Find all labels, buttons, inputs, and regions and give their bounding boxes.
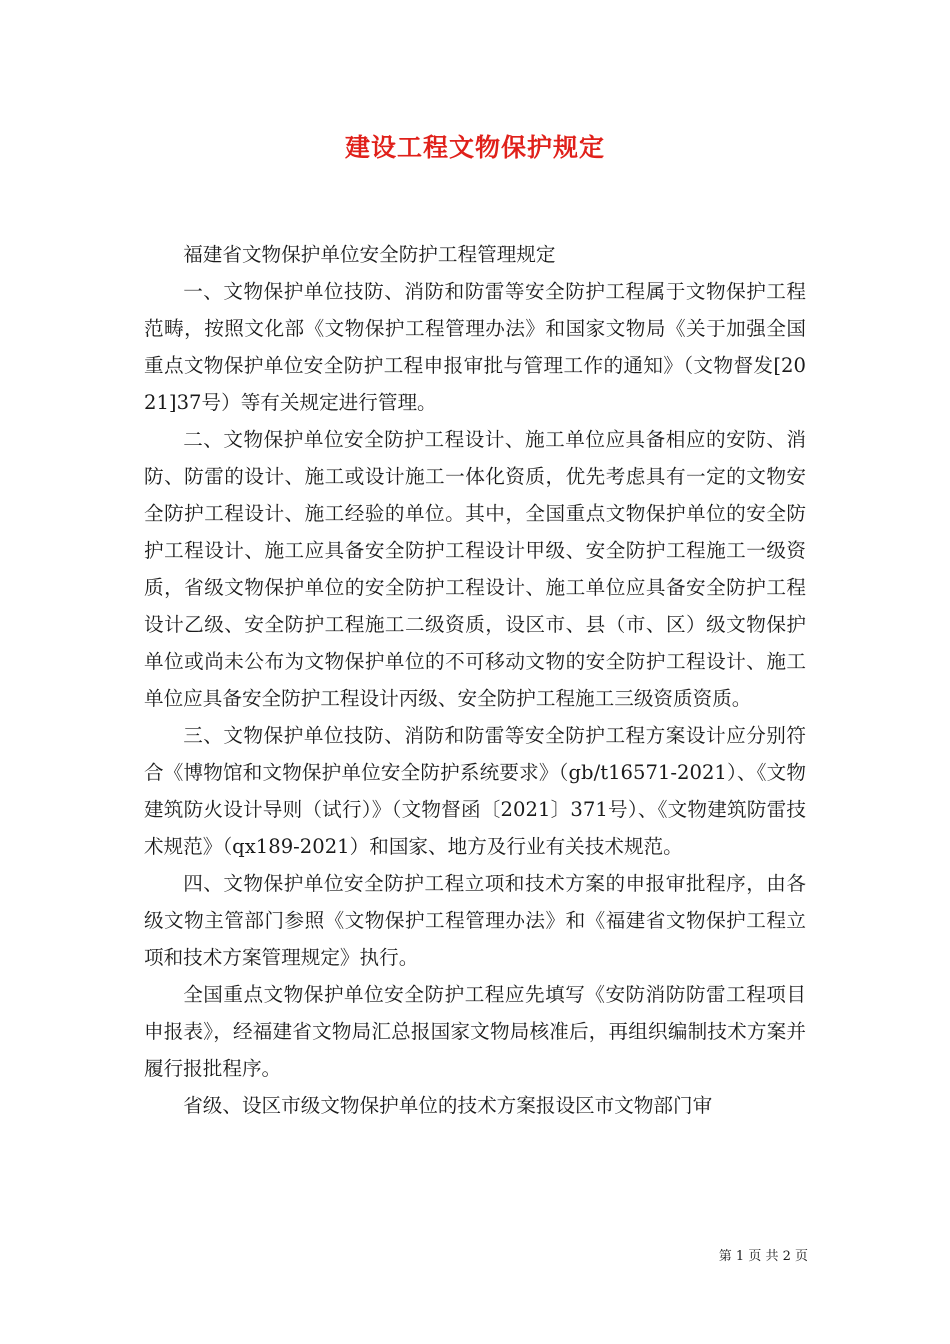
- paragraph-2: 二、文物保护单位安全防护工程设计、施工单位应具备相应的安防、消防、防雷的设计、施工或设计施工一体化资质，优先考虑具有一定的文物安全防护工程设计、施工经验的单位。其中，全国重点文物保护单位的安全防护工程设计、施工应具备安全防护工程设计甲级、安全防护工程施工一级资质，省级文物保护单位的安全防护工程设计、施工单位应具备安全防护工程设计乙级、安全防护工程施工二级资质，设区市、县（市、区）级文物保护单位或尚未公布为文物保护单位的不可移动文物的安全防护工程设计、施工单位应具备安全防护工程设计丙级、安全防护工程施工三级资质资质。: [144, 428, 806, 710]
- page-number-footer: 第 1 页 共 2 页: [718, 1249, 808, 1264]
- paragraph-subtitle: 福建省文物保护单位安全防护工程管理规定: [183, 243, 556, 266]
- document-title: 建设工程文物保护规定: [344, 133, 605, 162]
- paragraph-4: 四、文物保护单位安全防护工程立项和技术方案的申报审批程序，由各级文物主管部门参照《文物保护工程管理办法》和《福建省文物保护工程立项和技术方案管理规定》执行。: [144, 872, 806, 969]
- paragraph-1: 一、文物保护单位技防、消防和防雷等安全防护工程属于文物保护工程范畴，按照文化部《文物保护工程管理办法》和国家文物局《关于加强全国重点文物保护单位安全防护工程申报审批与管理工作的通知》（文物督发[2021]37号）等有关规定进行管理。: [144, 280, 806, 414]
- paragraph-5: 全国重点文物保护单位安全防护工程应先填写《安防消防防雷工程项目申报表》，经福建省文物局汇总报国家文物局核准后，再组织编制技术方案并履行报批程序。: [144, 983, 806, 1080]
- document-body: [144, 236, 806, 1124]
- paragraph-3: 三、文物保护单位技防、消防和防雷等安全防护工程方案设计应分别符合《博物馆和文物保护单位安全防护系统要求》（gb/t16571-2021）、《文物建筑防火设计导则（试行）》（文物督函〔2021〕371号）、《文物建筑防雷技术规范》（qx189-2021）和国家、地方及行业有关技术规范。: [144, 724, 806, 858]
- paragraph-6: 省级、设区市级文物保护单位的技术方案报设区市文物部门审: [183, 1094, 713, 1117]
